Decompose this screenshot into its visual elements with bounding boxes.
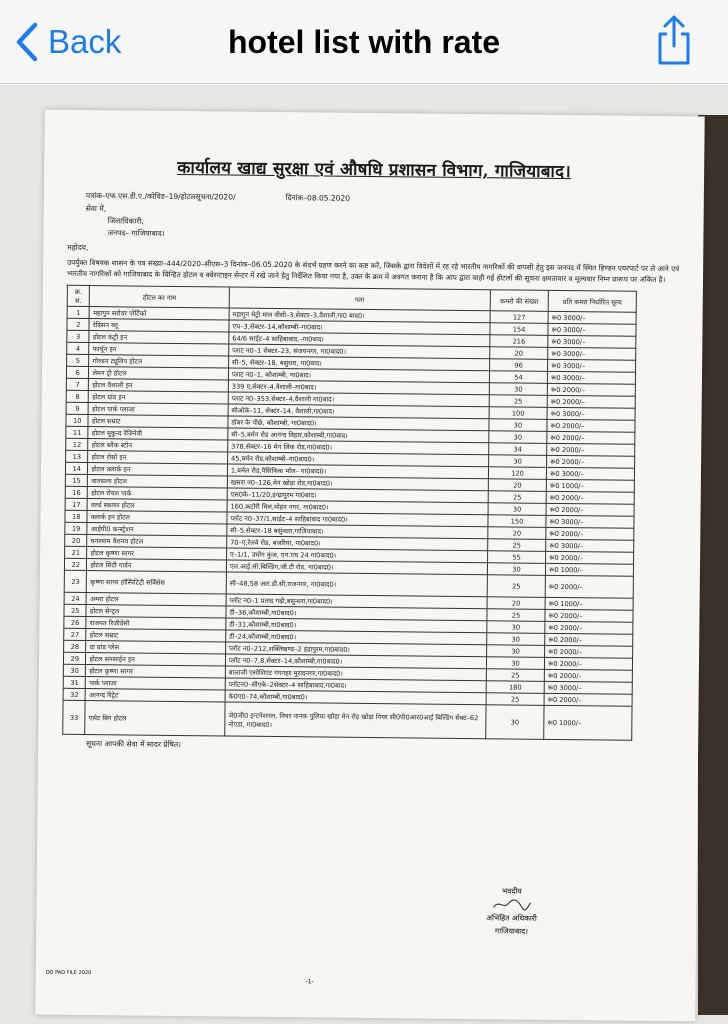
cell-address: डी–36,कौशाम्बी,गा0बाद0। — [226, 606, 487, 621]
cell-rate: रू0 1000/– — [547, 479, 635, 492]
cell-rooms: 20 — [487, 597, 546, 610]
cell-sn: 11 — [66, 426, 89, 438]
cell-sn: 32 — [63, 688, 86, 700]
cell-sn: 16 — [65, 486, 88, 498]
column-header-rooms: कमरो की संख्या — [490, 290, 549, 312]
share-button[interactable] — [654, 14, 694, 66]
cell-rate: रू0 2000/– — [547, 419, 635, 432]
document-heading: कार्यालय खाद्य सुरक्षा एवं औषधि प्रशासन विभाग, गाजियाबाद। — [177, 157, 572, 183]
cell-sn: 17 — [65, 498, 88, 510]
cell-rooms: 25 — [487, 609, 546, 622]
cell-rate: रू0 3000/– — [544, 681, 632, 694]
signature-block — [486, 884, 537, 938]
cell-sn: 30 — [63, 664, 86, 676]
hotel-rate-table — [62, 285, 637, 741]
cell-rate: रू0 2000/– — [547, 395, 635, 408]
page-title: hotel list with rate — [227, 24, 501, 60]
cell-address: एस0के–11/20,इन्द्रापुरम गा0बाद। — [227, 488, 488, 503]
cell-rooms: 154 — [490, 323, 549, 336]
navigation-bar — [0, 0, 728, 84]
table-row — [63, 700, 632, 740]
cell-sn: 12 — [66, 438, 89, 450]
cell-rate: रू0 1000/– — [544, 705, 632, 740]
salutation: महोदय, — [67, 242, 89, 253]
cell-rooms: 30 — [487, 563, 546, 576]
cell-address: प्लॉट न0–1 प्रताद गढ़ी,बसुन्धरा,गा0बाद0। — [226, 594, 487, 609]
cell-sn: 14 — [65, 462, 88, 474]
cell-rooms: 216 — [490, 335, 549, 348]
cell-address: जे0जी0 इन्टनेशनल, नियर नानक पुलिया खोड़ा मेन रोड़ खोड़ा नियर सी0पी0आर0आई बिल्डिंग सेक्ट–62 नोएडा, गा0बाद0। — [225, 702, 486, 739]
cell-sn: 31 — [63, 676, 86, 688]
cell-hotel-name: होटल पार्क प्लाजा — [89, 403, 229, 416]
cell-address: खसरा न0–126,मेन खोड़ा रोड,गा0बाद0। — [227, 476, 488, 491]
cell-sn: 3 — [67, 330, 90, 342]
cell-rooms: 20 — [489, 347, 548, 360]
cell-rate: रू0 2000/– — [545, 645, 633, 658]
cell-address: 70–ए,रेलवे रोड, बजरिया, गा0बाद0। — [227, 536, 488, 551]
cell-hotel-name: होटल रोयल पार्क — [88, 487, 228, 500]
cell-address: प्लॉटन0–सीएके–2सेक्टर–4 साहिबाबाद,गा0बाद। — [225, 678, 486, 693]
cell-hotel-name: राजपत रिजीडेंसी — [86, 617, 226, 630]
signature-designation: अभिहित अधिकारी — [486, 913, 537, 923]
cell-rooms: 30 — [485, 705, 544, 740]
address-line: सेवा में, — [85, 204, 107, 214]
cell-address: 160,कटोरी मिल,मोहन नगर, गा0बाद0। — [227, 500, 488, 515]
cell-hotel-name: होटल सनसाईन इन — [86, 653, 226, 666]
handwritten-signature — [492, 897, 532, 911]
cell-hotel-name: होटल सम्राट — [88, 415, 228, 428]
cell-rate: रू0 3000/– — [548, 335, 636, 348]
letter-body: उपर्युक्त विषयक शासन के पत्र संख्या–444/2020–सीएस–3 दिनांक–06.05.2020 के संदर्भ ग्रहण करने का कष्ट करें, जिसके द्वारा विदेशों में रह रहे भारतीय नागरिकों की वापसी हेतु इस जनपद में स्थित हिण्डन एयरपार्ट पर ले आने एवं भारतीय नागरिकों को गाजियाबाद के चिन्हित होटल व क्वेरन्टाइन सेन्टर में रखे जाने हेतु निर्देशित किया गया है, उक्त के क्रम में अवगत कराना है कि आप द्वारा चाही गई होटलों की सूचना क्षमतावार व मूल्यवार निम्न प्रारूप पर अंकित है। — [66, 257, 680, 285]
cell-rate: रू0 2000/– — [546, 491, 634, 504]
cell-address: महागुन मेट्रो माल वीसी–3,सेक्टर–3,वैशाली,गा0 बाद0। — [229, 308, 490, 323]
cell-rate: रू0 2000/– — [547, 443, 635, 456]
cell-rate: रू0 3000/– — [548, 347, 636, 360]
cell-hotel-name: वातसल्य होटल — [88, 475, 228, 488]
cell-sn: 33 — [63, 700, 86, 734]
cell-rooms: 54 — [489, 371, 548, 384]
cell-hotel-name: अमरा होटल — [87, 593, 227, 606]
cell-rate: रू0 2000/– — [548, 383, 636, 396]
cell-address: सीओके–11, सेक्टर–14, वैशाली,गा0बाद। — [228, 404, 489, 419]
cell-hotel-name: वर्ल्ड स्कायर होटल — [88, 499, 228, 512]
recipient-address — [85, 203, 679, 245]
reference-number: पत्रांक–एफ.एस.डी.ए./कोविड–19/होटलसूचना/2020/ — [85, 191, 236, 202]
cell-hotel-name: कृष्णा सागर हॉस्पिटिटी सर्विसेस — [87, 571, 227, 594]
cell-sn: 9 — [66, 402, 89, 414]
cell-rate: रू0 2000/– — [546, 527, 634, 540]
document-image-viewer[interactable] — [0, 85, 728, 1024]
column-header-sn: क्र. सं. — [67, 285, 90, 306]
cell-hotel-name: होटल सम्राट — [86, 629, 226, 642]
cell-rate: रू0 3000/– — [547, 407, 635, 420]
cell-sn: 4 — [67, 342, 90, 354]
cell-rooms: 120 — [488, 467, 547, 480]
cell-rate: रू0 2000/– — [545, 657, 633, 670]
cell-hotel-name: आईपी0 कन्स्ट्रेशन — [87, 523, 227, 536]
cell-rate: रू0 2000/– — [546, 503, 634, 516]
address-line: जनपद– गाजियाबाद। — [107, 228, 165, 238]
signature-location: गाजियाबाद। — [494, 926, 528, 936]
cell-rooms: 180 — [486, 681, 545, 694]
cell-address: सी–48,58 आर.डी.सी,राजनगर, गा0बाद0। — [226, 572, 487, 597]
cell-address: प्लॉट न0–37/1,साईट–4 साहिबाबाद गा0बाद0। — [227, 512, 488, 527]
cell-rooms: 25 — [487, 539, 546, 552]
cell-rate: रू0 1000/– — [545, 597, 633, 610]
cell-rooms: 34 — [488, 443, 547, 456]
cell-address: सी–5,बर्मन रोड आनन्द विहार,कौशाम्बी,गा0बाद। — [228, 428, 489, 443]
document-paper — [35, 110, 704, 1022]
cell-address: सी–5, सेक्टर–18, बसुंधरा, गा0बाद। — [228, 356, 489, 371]
cell-rate: रू0 2000/– — [547, 455, 635, 468]
cell-address: 378,सेक्टर–16 मेन लिंक रोड,गा0बाद0। — [228, 440, 489, 455]
cell-address: प्लाट न0–1, कौशाम्बी, गा0बाद। — [228, 368, 489, 383]
cell-address: एच–3,सेक्टर–14,कौशाम्बी–गा0बाद। — [229, 320, 490, 335]
cell-address: सी–5,सेक्टर–18 बसुंन्धरा,गाजियाबाद। — [227, 524, 488, 539]
cell-rooms: 30 — [487, 621, 546, 634]
cell-rooms: 30 — [488, 455, 547, 468]
cell-sn: 21 — [65, 546, 88, 558]
cell-address: ए–1/1, उघोग कुंज, एन.एच 24 गा0बाद0। — [226, 548, 487, 563]
cell-rate: रू0 3000/– — [548, 311, 636, 324]
share-icon — [654, 14, 694, 66]
cell-sn: 22 — [64, 558, 87, 570]
column-header-rate: प्रति कमरा निर्धारित मूल्य — [548, 290, 636, 312]
cell-rooms: 20 — [488, 479, 547, 492]
cell-rooms: 20 — [488, 527, 547, 540]
hotel-table-body — [63, 306, 636, 740]
cell-hotel-name: आनन्द रिट्रेट — [86, 689, 226, 702]
cell-sn: 10 — [66, 414, 89, 426]
cell-sn: 2 — [67, 318, 90, 330]
cell-hotel-name: महागुन सरोवर पोर्टिको — [90, 307, 230, 320]
cell-hotel-name: लेमन ट्री होटल — [89, 367, 229, 380]
closing-note: सूचना आपकी सेवा में सादर प्रेषित। — [86, 739, 182, 750]
cell-sn: 24 — [64, 592, 87, 604]
cell-address: 1,बर्मल रोड,पैसिफिक मॉल– गा0बाद0। — [227, 464, 488, 479]
cell-rate: रू0 3000/– — [548, 323, 636, 336]
cell-rate: रू0 2000/– — [545, 575, 633, 598]
cell-sn: 5 — [67, 354, 90, 366]
cell-hotel-name: होटल कृष्णा सागर — [86, 665, 226, 678]
document-content — [62, 136, 680, 755]
cell-sn: 28 — [64, 640, 87, 652]
cell-hotel-name: होटल कंट्री इन — [89, 331, 229, 344]
cell-hotel-name: रेडिसन ब्लू — [89, 319, 229, 332]
cell-hotel-name: होटल कृष्णा सागर — [87, 547, 227, 560]
cell-address: 45,बर्मन रोड,कौशाम्बी–गा0बाद0। — [227, 452, 488, 467]
cell-rate: रू0 2000/– — [545, 609, 633, 622]
column-header-name: होटल का नाम — [90, 286, 230, 308]
cell-address: के0ए0–74,कौशाम्बी,गा0बाद0। — [225, 690, 486, 705]
cell-address: प्लॉट न0–212,शक्तिखण्ड–2 इंद्रापुरम,गा0बाद0। — [225, 642, 486, 657]
cell-rate: रू0 3000/– — [546, 515, 634, 528]
document-date: दिनांक–08.05.2020 — [285, 193, 351, 203]
cell-rooms: 150 — [488, 515, 547, 528]
cell-rooms: 100 — [489, 407, 548, 420]
cell-address: बालाजी एसोशिएट गंगनहर मुरादनगर,गा0बाद0। — [225, 666, 486, 681]
cell-rate: रू0 2000/– — [545, 621, 633, 634]
cell-hotel-name: होटल रोसो इन — [88, 451, 228, 464]
cell-rate: रू0 2000/– — [545, 633, 633, 646]
cell-rate: रू0 1000/– — [546, 563, 634, 576]
page-number: -1- — [305, 978, 314, 986]
cell-rooms: 25 — [488, 491, 547, 504]
cell-hotel-name: एसेट बिग होटल — [85, 701, 225, 736]
cell-sn: 18 — [65, 510, 88, 522]
cell-hotel-name: होटल क्लार्क इन — [88, 463, 228, 476]
cell-sn: 19 — [65, 522, 88, 534]
cell-rooms: 30 — [486, 657, 545, 670]
cell-sn: 23 — [64, 570, 87, 592]
cell-sn: 20 — [65, 534, 88, 546]
cell-hotel-name: गोल्डन ट्यूलिप होटल — [89, 355, 229, 368]
cell-sn: 8 — [66, 390, 89, 402]
cell-sn: 15 — [65, 474, 88, 486]
cell-address: डॉबर के पीछे, कौशाम्बी, गा0बाद0। — [228, 416, 489, 431]
cell-sn: 6 — [66, 366, 89, 378]
cell-rooms: 30 — [486, 633, 545, 646]
address-line: जिलाधिकारी, — [107, 216, 144, 226]
cell-hotel-name: होटल सेन्ट्रल — [86, 605, 226, 618]
cell-hotel-name: होटल ब्लैक स्टोन — [88, 439, 228, 452]
cell-sn: 26 — [64, 616, 87, 628]
cell-address: डी–24,कौशाम्बी,गा0बाद0। — [226, 630, 487, 645]
back-button-label: Back — [48, 23, 122, 60]
cell-sn: 25 — [64, 604, 87, 616]
cell-rate: रू0 2000/– — [545, 669, 633, 682]
cell-rooms: 127 — [490, 311, 549, 324]
cell-rooms: 30 — [486, 645, 545, 658]
cell-rate: रू0 3000/– — [548, 371, 636, 384]
cell-hotel-name: होटल ग्रांड इन — [89, 391, 229, 404]
signature-greeting: भवदीय — [501, 886, 522, 896]
cell-rooms: 55 — [487, 551, 546, 564]
cell-address: प्लाट न0–1 सेक्टर–23, संजयनगर, गा0बाद0। — [229, 344, 490, 359]
file-code: DO PAD FILE 2020 — [45, 969, 92, 977]
cell-hotel-name: क्लार्क इन होटल — [87, 511, 227, 524]
cell-address: प्लाट न0–353,सेक्टर–4,वैशाली गा0बाद। — [228, 392, 489, 407]
cell-hotel-name: फार्चून इन — [89, 343, 229, 356]
cell-rooms: 25 — [486, 669, 545, 682]
cell-rooms: 25 — [489, 395, 548, 408]
cell-rate: रू0 2000/– — [547, 431, 635, 444]
cell-rooms: 30 — [488, 503, 547, 516]
cell-rooms: 30 — [489, 383, 548, 396]
cell-sn: 1 — [67, 306, 90, 318]
cell-rooms: 25 — [486, 693, 545, 706]
column-header-address: पता — [229, 287, 490, 311]
cell-hotel-name: होटल मुकुन्द रेजिनेवी — [88, 427, 228, 440]
cell-rooms: 25 — [487, 575, 546, 598]
cell-address: डी–31,कौशाम्बी,गा0बाद0। — [226, 618, 487, 633]
cell-address: 64/6 साईट–4 साहिबाबाद,–गा0बाद। — [229, 332, 490, 347]
cell-hotel-name: पार्क प्लाजा — [86, 677, 226, 690]
cell-rate: रू0 3000/– — [548, 359, 636, 372]
cell-address: 339 ए,सेक्टर–4,वैशाली–गा0बाद। — [228, 380, 489, 395]
cell-rate: रू0 3000/– — [547, 467, 635, 480]
cell-address: प्लॉट न0–7,8,सेक्टर–14,कौशाम्बी,गा0बाद0। — [225, 654, 486, 669]
cell-sn: 27 — [64, 628, 87, 640]
cell-rooms: 96 — [489, 359, 548, 372]
cell-hotel-name: घनश्याम वैशनव होटल — [87, 535, 227, 548]
cell-rate: रू0 2000/– — [544, 693, 632, 706]
cell-hotel-name: दा ग्रांड प्लेस — [86, 641, 226, 654]
cell-rate: रू0 3000/– — [546, 539, 634, 552]
cell-address: एल.आई.सी.बिल्डिंग,जी.टी रोड, गा0बाद0। — [226, 560, 487, 575]
cell-rooms: 30 — [489, 431, 548, 444]
cell-hotel-name: होटल वैशाली इन — [89, 379, 229, 392]
cell-rooms: 30 — [489, 419, 548, 432]
cell-hotel-name: होटल सिटी गार्डन — [87, 559, 227, 572]
cell-sn: 7 — [66, 378, 89, 390]
document-photo — [0, 85, 728, 1024]
cell-rate: रू0 2000/– — [546, 551, 634, 564]
cell-sn: 29 — [63, 652, 86, 664]
cell-sn: 13 — [66, 450, 89, 462]
